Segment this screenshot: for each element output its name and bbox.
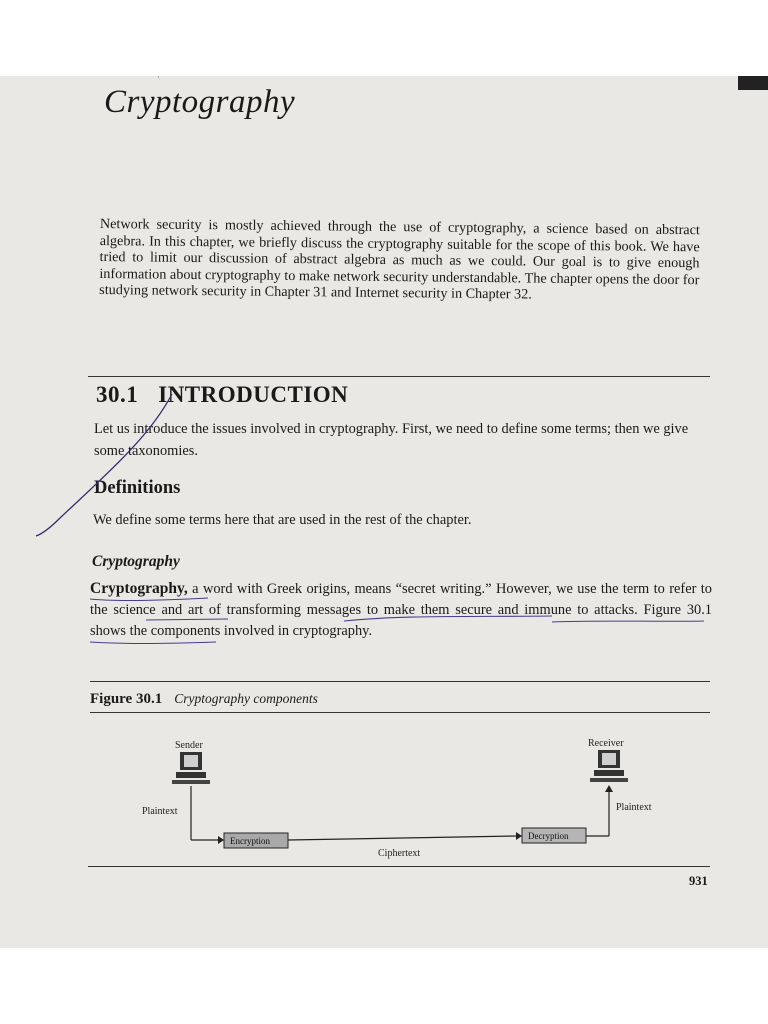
book-page xyxy=(0,76,768,948)
figure-label xyxy=(90,691,318,708)
cryptography-subheading: Cryptography xyxy=(92,553,180,570)
cryptography-term: Cryptography, xyxy=(90,580,188,597)
chapter-title: Cryptography xyxy=(104,84,296,120)
ciphertext-label: Ciphertext xyxy=(378,848,421,859)
cryptography-paragraph xyxy=(90,578,712,642)
figure-top-rule xyxy=(90,681,710,682)
section-number: 30.1 xyxy=(96,382,139,407)
figure-number: Figure 30.1 xyxy=(90,691,163,707)
receiver-computer-icon xyxy=(590,750,628,782)
cryptography-definition: a word with Greek origins, means “secret writing.” However, we use the term to refer to the science and art of transforming messages to make them secure and immune to attacks. Figure 30.1 shows the components involved in cryptography. xyxy=(90,581,712,639)
encryption-label: Encryption xyxy=(230,836,270,846)
cryptography-diagram xyxy=(90,726,710,866)
section-title: INTRODUCTION xyxy=(158,382,349,407)
sender-computer-icon xyxy=(172,752,210,784)
figure-caption-rule xyxy=(90,712,710,713)
section-rule xyxy=(88,376,710,377)
definitions-text: We define some terms here that are used in the rest of the chapter. xyxy=(93,512,472,528)
section-intro-text: Let us introduce the issues involved in cryptography. First, we need to define some terms; then we give some taxonomies. xyxy=(94,421,689,459)
receiver-label: Receiver xyxy=(588,738,624,749)
decryption-label: Decryption xyxy=(528,831,569,841)
sender-label: Sender xyxy=(175,740,203,751)
page-number: 931 xyxy=(689,874,708,888)
page-corner-shadow xyxy=(738,76,768,90)
figure-bottom-rule xyxy=(88,866,710,867)
definitions-heading: Definitions xyxy=(94,478,181,498)
plaintext-right-label: Plaintext xyxy=(616,802,652,813)
figure-caption: Cryptography components xyxy=(174,691,318,706)
intro-paragraph: Network security is mostly achieved through the use of cryptography, a science based on abstract algebra. In this chapter, we briefly discuss the cryptography suitable for the scope of this book. We have tried to limit our discussion of abstract algebra as much as we could. Our goal is to give enough information about cryptography to make network security understandable. The chapter opens the door for studying network security in Chapter 31 and Internet security in Chapter 32. xyxy=(99,216,700,303)
plaintext-left-label: Plaintext xyxy=(142,806,178,817)
section-heading xyxy=(96,382,348,408)
